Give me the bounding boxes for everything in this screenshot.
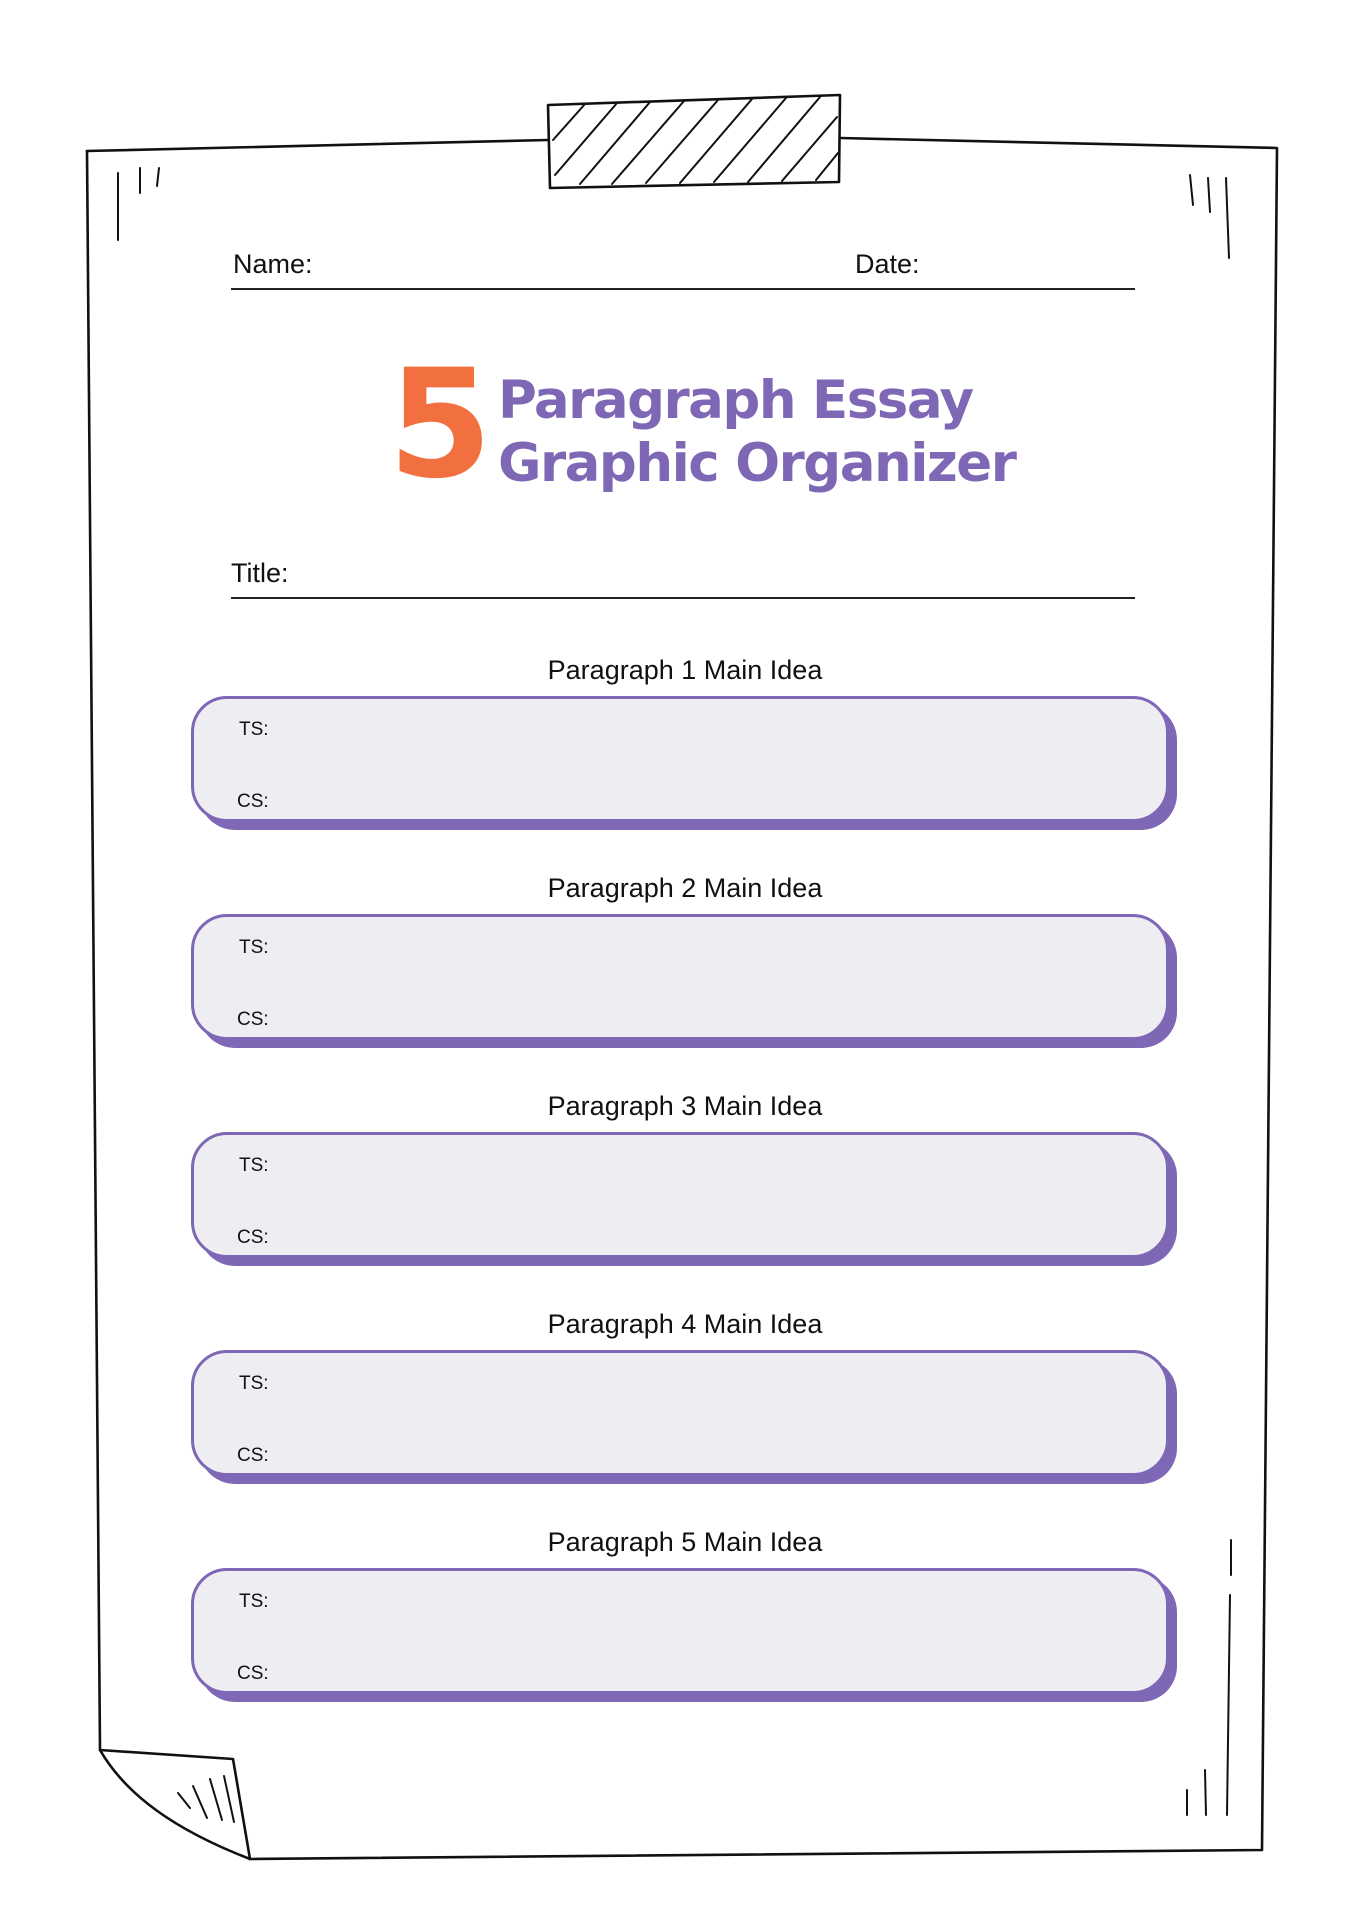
paragraph-box[interactable] (191, 914, 1169, 1040)
paragraph-section-4 (191, 1308, 1179, 1493)
title-label: Title: (231, 558, 289, 588)
paragraph-box[interactable] (191, 1350, 1169, 1476)
paragraph-section-1 (191, 654, 1179, 839)
name-label: Name: (233, 249, 313, 279)
paragraph-section-3 (191, 1090, 1179, 1275)
paragraph-box[interactable] (191, 1132, 1169, 1258)
paragraph-box[interactable] (191, 696, 1169, 822)
concluding-sentence-label: CS: (237, 1663, 269, 1684)
name-date-row (231, 232, 1135, 290)
paragraph-section-5 (191, 1526, 1179, 1711)
concluding-sentence-label: CS: (237, 1445, 269, 1466)
paragraph-title: Paragraph 4 Main Idea (547, 1309, 823, 1339)
date-label: Date: (855, 249, 920, 279)
topic-sentence-label: TS: (239, 937, 269, 958)
topic-sentence-label: TS: (239, 1373, 269, 1394)
title-field[interactable] (231, 541, 1135, 599)
concluding-sentence-label: CS: (237, 1227, 269, 1248)
paragraph-title: Paragraph 3 Main Idea (547, 1091, 823, 1121)
heading-line-2: Graphic Organizer (498, 433, 1016, 494)
heading-line-1: Paragraph Essay (498, 370, 973, 431)
topic-sentence-label: TS: (239, 1591, 269, 1612)
paragraph-box[interactable] (191, 1568, 1169, 1694)
paragraph-title: Paragraph 2 Main Idea (547, 873, 823, 903)
paragraph-title: Paragraph 1 Main Idea (547, 655, 823, 685)
topic-sentence-label: TS: (239, 1155, 269, 1176)
tape-strip (548, 95, 840, 188)
paragraph-section-2 (191, 872, 1179, 1057)
paragraph-title: Paragraph 5 Main Idea (547, 1527, 823, 1557)
page-curl (100, 1750, 250, 1859)
topic-sentence-label: TS: (239, 719, 269, 740)
heading-number: 5 (388, 338, 493, 512)
concluding-sentence-label: CS: (237, 1009, 269, 1030)
concluding-sentence-label: CS: (237, 791, 269, 812)
